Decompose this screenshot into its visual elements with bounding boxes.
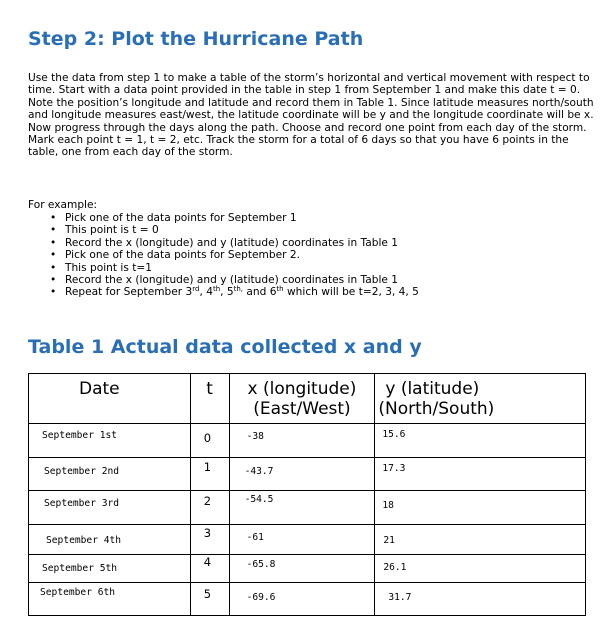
cell-x	[229, 491, 375, 525]
cell-x-text: -61	[246, 532, 264, 543]
cell-date-text: September 3rd	[44, 498, 120, 509]
repeat-text-suffix: which will be t=2, 3, 4, 5	[283, 286, 419, 299]
cell-t-text: 0	[203, 431, 212, 445]
superscript-rd: rd	[192, 285, 200, 294]
header-t-label: t	[206, 379, 213, 399]
table-row	[29, 525, 586, 555]
header-date-label: Date	[79, 379, 120, 399]
instruction-list	[28, 212, 419, 299]
instruction-item: • This point is t=1	[28, 262, 419, 274]
repeat-text-sep: , 5	[220, 286, 234, 299]
cell-t-text: 4	[203, 555, 212, 569]
instruction-item: • Pick one of the data points for September 1	[28, 212, 419, 224]
cell-t	[190, 525, 229, 555]
cell-x	[229, 424, 375, 458]
superscript-th: th,	[233, 285, 244, 294]
cell-date	[29, 424, 191, 458]
repeat-text-prefix: Repeat for September 3	[65, 286, 193, 299]
cell-date	[29, 458, 191, 491]
header-y-line2: (North/South)	[378, 399, 495, 419]
cell-x	[229, 525, 375, 555]
repeat-text-mid: and 6	[243, 286, 277, 299]
cell-x-text: -69.6	[246, 592, 276, 603]
cell-y	[375, 491, 586, 525]
instruction-item: • Record the x (longitude) and y (latitude) coordinates in Table 1	[28, 237, 419, 249]
cell-x-text: -43.7	[244, 466, 274, 477]
header-t	[190, 374, 229, 424]
intro-paragraph: Use the data from step 1 to make a table of the storm’s horizontal and vertical movement with respect to time. Start with a data point provided in the table in step 1 from September 1 and make this date t = 0. Note the position’s longitude and latitude and record them in Table 1. Since latitude measures north/south and longitude measures east/west, the latitude coordinate will be y and the longitude coordinate will be x. Now progress through the days along the path. Choose and record one point from each day of the storm. Mark each point t = 1, t = 2, etc. Track the storm for a total of 6 days so that you have 6 points in the table, one from each day of the storm.	[28, 72, 594, 159]
cell-t	[190, 583, 229, 616]
header-y-line1: y (latitude)	[385, 379, 480, 399]
cell-date	[29, 491, 191, 525]
cell-y	[375, 458, 586, 491]
instruction-item: • Pick one of the data points for September 2.	[28, 249, 419, 261]
cell-x	[229, 583, 375, 616]
table-row	[29, 491, 586, 525]
cell-date	[29, 583, 191, 616]
cell-t-text: 2	[203, 494, 212, 508]
cell-date-text: September 4th	[46, 535, 122, 546]
cell-t-text: 1	[203, 460, 212, 474]
cell-date-text: September 6th	[40, 587, 116, 598]
cell-date-text: September 2nd	[44, 466, 120, 477]
superscript-th: th	[212, 285, 221, 294]
repeat-text-sep: , 4	[199, 286, 213, 299]
cell-t	[190, 458, 229, 491]
step-heading: Step 2: Plot the Hurricane Path	[28, 28, 364, 50]
table-row	[29, 458, 586, 491]
instruction-item: • Record the x (longitude) and y (latitude) coordinates in Table 1	[28, 274, 419, 286]
cell-y-text: 17.3	[382, 463, 406, 474]
cell-t-text: 5	[203, 587, 212, 601]
cell-t	[190, 424, 229, 458]
cell-date	[29, 555, 191, 583]
table-row	[29, 424, 586, 458]
cell-x-text: -54.5	[244, 494, 274, 505]
table-row	[29, 555, 586, 583]
data-table	[28, 373, 586, 616]
cell-date	[29, 525, 191, 555]
cell-date-text: September 1st	[42, 430, 118, 441]
cell-t	[190, 555, 229, 583]
instruction-item: • This point is t = 0	[28, 224, 419, 236]
cell-y-text: 21	[383, 535, 395, 546]
header-y	[375, 374, 586, 424]
cell-y	[375, 555, 586, 583]
cell-y-text: 26.1	[383, 562, 407, 573]
cell-t	[190, 491, 229, 525]
header-x-line2: (East/West)	[253, 399, 351, 419]
cell-date-text: September 5th	[42, 563, 118, 574]
example-label: For example:	[28, 199, 98, 211]
cell-x-text: -65.8	[246, 559, 276, 570]
cell-y	[375, 525, 586, 555]
header-x-line1: x (longitude)	[247, 379, 357, 399]
cell-y-text: 15.6	[382, 429, 406, 440]
cell-y	[375, 583, 586, 616]
cell-y-text: 31.7	[388, 592, 412, 603]
instruction-item-repeat	[28, 286, 419, 298]
table-heading: Table 1 Actual data collected x and y	[28, 336, 422, 358]
table-header-row	[29, 374, 586, 424]
header-date	[29, 374, 191, 424]
header-x	[229, 374, 375, 424]
cell-x-text: -38	[246, 431, 264, 442]
cell-y	[375, 424, 586, 458]
cell-x	[229, 555, 375, 583]
cell-x	[229, 458, 375, 491]
table-row	[29, 583, 586, 616]
cell-y-text: 18	[382, 500, 394, 511]
cell-t-text: 3	[203, 526, 212, 540]
superscript-th: th	[276, 285, 284, 294]
